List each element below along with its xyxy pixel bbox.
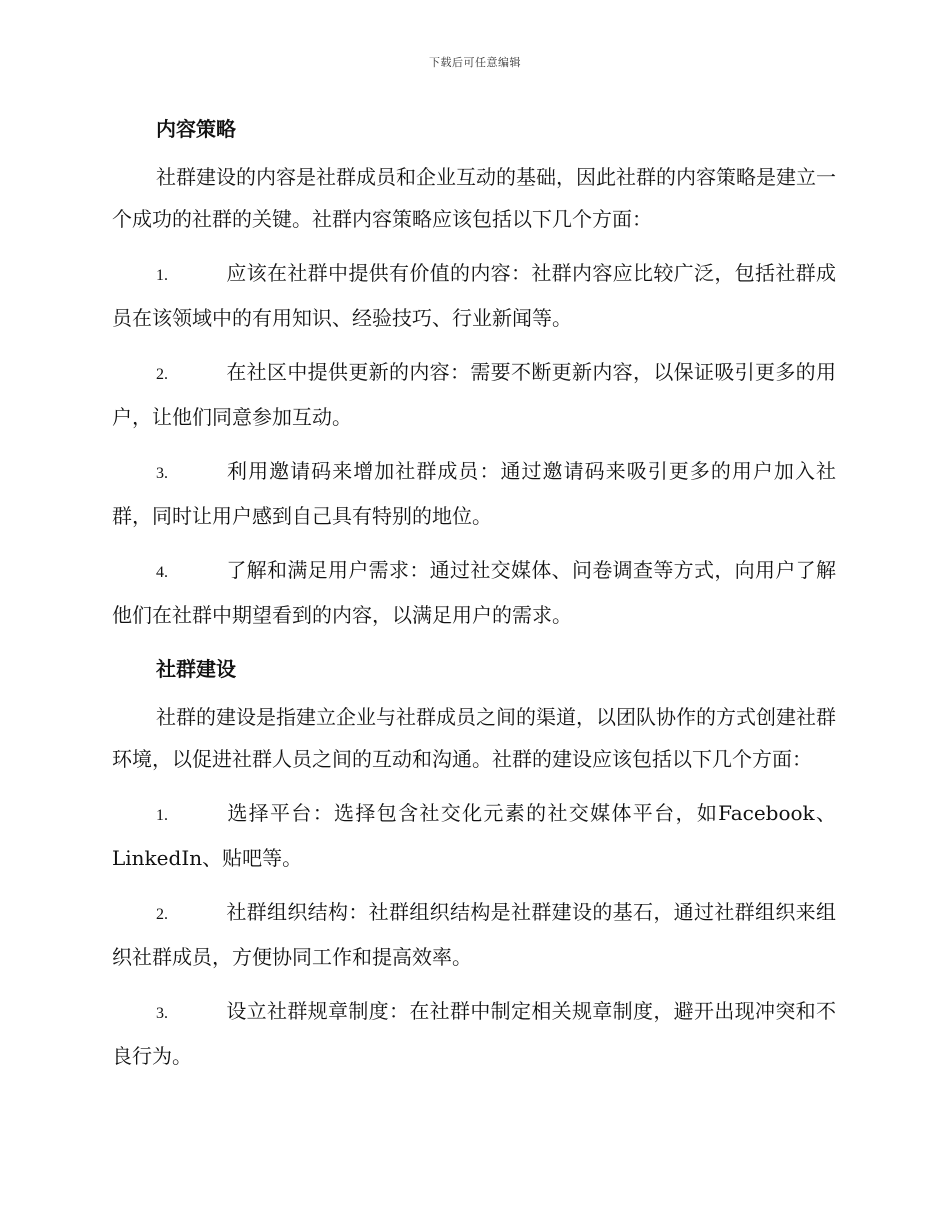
list-number: 2. [156, 366, 168, 383]
section-intro: 社群建设的内容是社群成员和企业互动的基础，因此社群的内容策略是建立一个成功的社群的关键。社群内容策略应该包括以下几个方面： [112, 165, 836, 231]
list-text: 利用邀请码来增加社群成员：通过邀请码来吸引更多的用户加入社群，同时让用户感到自己具有特别的地位。 [112, 459, 836, 528]
list-number: 1. [156, 267, 168, 284]
list-number: 3. [156, 1005, 168, 1022]
list-item [112, 990, 836, 1077]
list-item [112, 351, 836, 438]
list-item [112, 252, 836, 339]
list-text: 社群组织结构：社群组织结构是社群建设的基石，通过社群组织来组织社群成员，方便协同工作和提高效率。 [112, 900, 836, 969]
list-item [112, 792, 836, 879]
list-number: 1. [156, 807, 168, 824]
section-heading: 内容策略 [156, 117, 236, 141]
list-item [112, 549, 836, 636]
list-number: 4. [156, 564, 168, 581]
list-text: 了解和满足用户需求：通过社交媒体、问卷调查等方式，向用户了解他们在社群中期望看到的内容，以满足用户的需求。 [112, 558, 836, 627]
list-text: 在社区中提供更新的内容：需要不断更新内容，以保证吸引更多的用户，让他们同意参加互动。 [112, 360, 836, 429]
list-text: 选择平台：选择包含社交化元素的社交媒体平台，如Facebook、LinkedIn、贴吧等。 [112, 801, 836, 870]
document-body [112, 108, 836, 1089]
list-text: 设立社群规章制度：在社群中制定相关规章制度，避开出现冲突和不良行为。 [112, 999, 836, 1068]
list-item [112, 891, 836, 978]
list-item [112, 450, 836, 537]
header-note: 下载后可任意编辑 [429, 56, 521, 69]
list-number: 2. [156, 906, 168, 923]
list-text: 应该在社群中提供有价值的内容：社群内容应比较广泛，包括社群成员在该领域中的有用知识、经验技巧、行业新闻等。 [112, 261, 836, 330]
section-intro: 社群的建设是指建立企业与社群成员之间的渠道，以团队协作的方式创建社群环境，以促进社群人员之间的互动和沟通。社群的建设应该包括以下几个方面： [112, 705, 836, 771]
list-number: 3. [156, 465, 168, 482]
section-heading: 社群建设 [156, 657, 236, 681]
